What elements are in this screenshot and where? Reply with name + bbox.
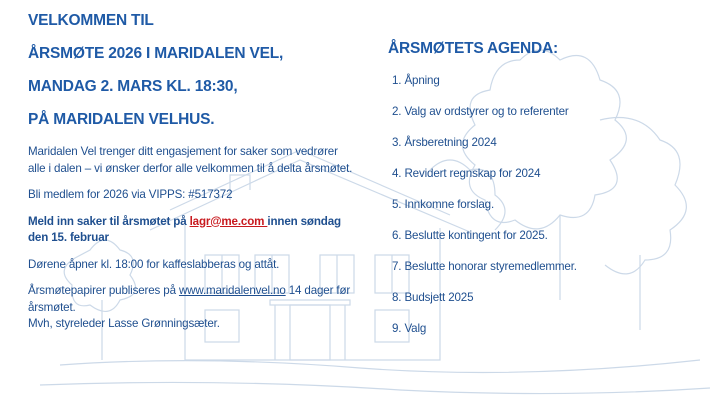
- heading-line-2: ÅRSMØTE 2026 I MARIDALEN VEL,: [28, 45, 284, 62]
- agenda-item: 6. Beslutte kontingent for 2025.: [392, 229, 548, 242]
- agenda-item: 4. Revidert regnskap for 2024: [392, 167, 541, 180]
- heading-line-4: PÅ MARIDALEN VELHUS.: [28, 111, 215, 128]
- heading-line-3: MANDAG 2. MARS KL. 18:30,: [28, 78, 238, 95]
- cases-prefix: Meld inn saker til årsmøtet på: [28, 214, 190, 228]
- left-column: [28, 12, 358, 333]
- papers-paragraph: [28, 283, 358, 333]
- agenda-column: [388, 40, 708, 353]
- agenda-list: [392, 74, 708, 353]
- agenda-item: 2. Valg av ordstyrer og to referenter: [392, 105, 569, 118]
- agenda-item: 8. Budsjett 2025: [392, 291, 474, 304]
- membership-line: Bli medlem for 2026 via VIPPS: #517372: [28, 188, 233, 201]
- papers-suffix: 14 dager før årsmøtet.: [28, 284, 351, 314]
- website-link[interactable]: www.maridalenvel.no: [178, 284, 286, 297]
- agenda-item: 5. Innkomne forslag.: [392, 198, 495, 211]
- email-link[interactable]: lagr@me.com: [189, 214, 268, 228]
- agenda-item: 9. Valg: [392, 322, 427, 335]
- agenda-item: 1. Åpning: [392, 74, 440, 87]
- agenda-item: 7. Beslutte honorar styremedlemmer.: [392, 260, 577, 273]
- doors-line: Dørene åpner kl. 18:00 for kaffeslabberas og attåt.: [28, 257, 280, 271]
- agenda-title: ÅRSMØTETS AGENDA:: [388, 40, 558, 57]
- heading-line-1: VELKOMMEN TIL: [28, 12, 154, 29]
- cases-paragraph: [28, 214, 358, 247]
- agenda-item: 3. Årsberetning 2024: [392, 136, 497, 149]
- cases-suffix: innen søndag den 15. februar: [28, 214, 341, 244]
- papers-prefix: Årsmøtepapirer publiseres på: [28, 284, 179, 297]
- intro-paragraph: Maridalen Vel trenger ditt engasjement for saker som vedrører alle i dalen – vi ønsker derfor alle velkommen til å delta årsmøtet.: [28, 145, 353, 175]
- signature: Mvh, styreleder Lasse Grønningsæter.: [28, 317, 220, 330]
